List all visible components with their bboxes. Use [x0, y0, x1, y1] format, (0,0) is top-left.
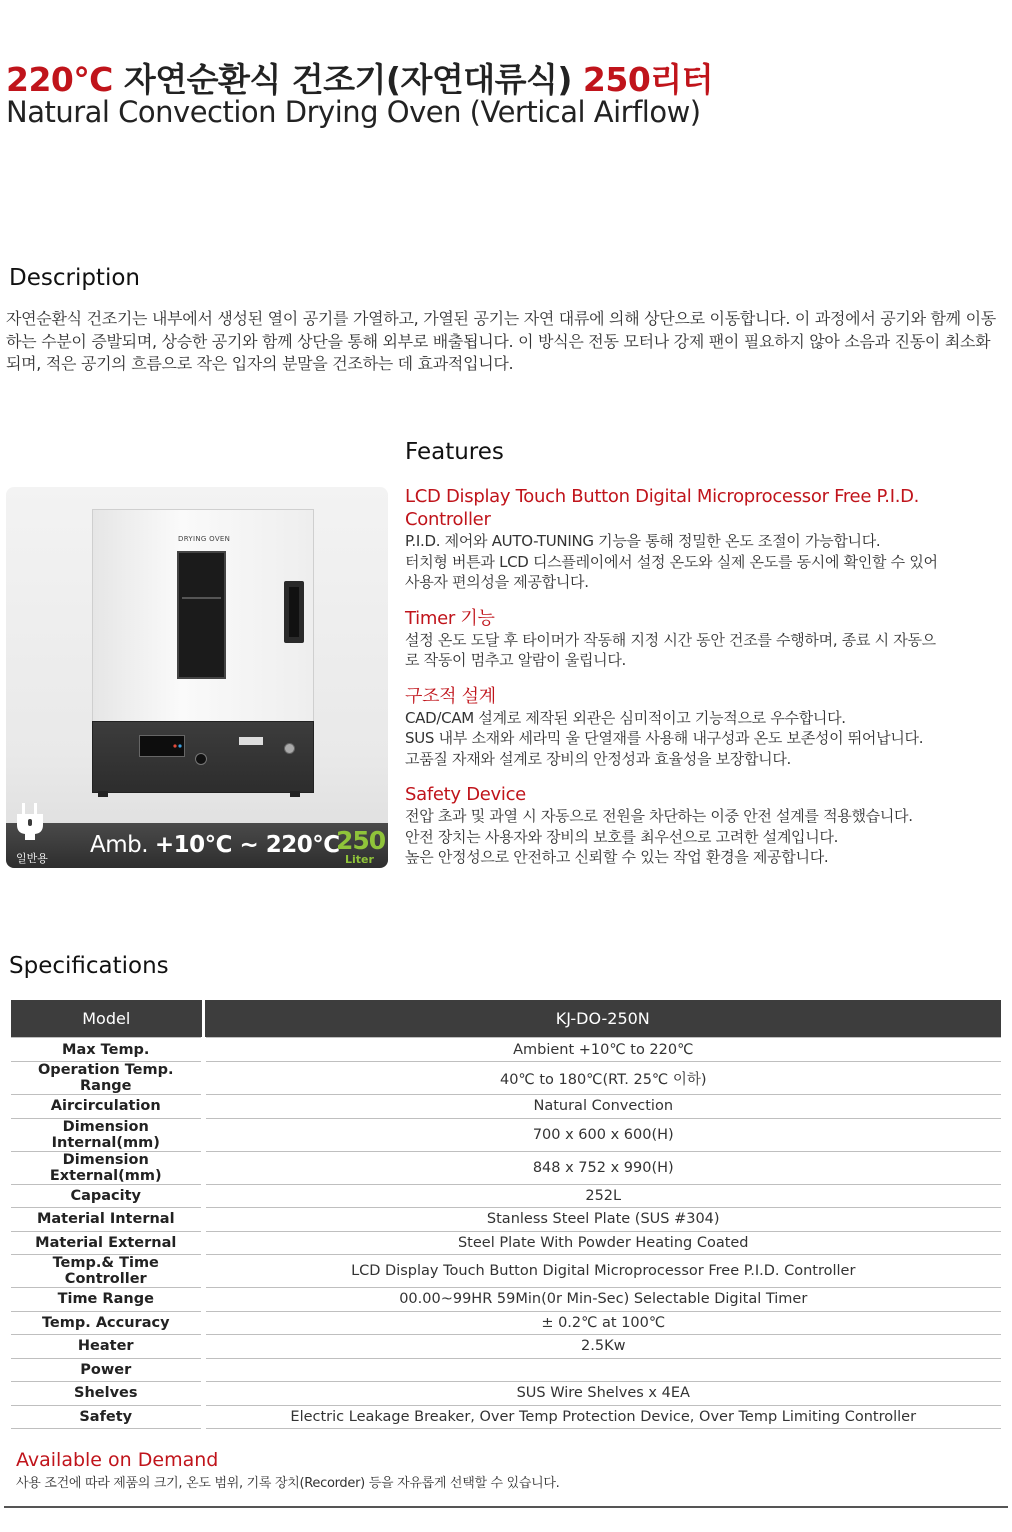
feature-title: Safety Device	[405, 784, 526, 805]
table-row	[11, 1118, 1001, 1151]
table-row	[11, 1382, 1001, 1406]
spec-label: Shelves	[11, 1382, 203, 1406]
feature-title: Timer 기능	[405, 607, 495, 629]
spec-label: Capacity	[11, 1184, 203, 1208]
table-row	[11, 1335, 1001, 1359]
feature-text: 전압 초과 및 과열 시 자동으로 전원을 차단하는 이중 안전 설계를 적용했습니다.	[405, 807, 913, 825]
amb-range: +10℃ ~ 220℃	[154, 832, 340, 858]
feature-text: P.I.D. 제어와 AUTO-TUNING 기능을 통해 정밀한 온도 조절이 가능합니다.	[405, 532, 881, 550]
amb-prefix: Amb.	[90, 832, 155, 858]
feature-text: 고품질 자재와 설계로 장비의 안정성과 효율성을 보장합니다.	[405, 749, 792, 768]
oven-label: DRYING OVEN	[178, 535, 231, 543]
available-on-demand-title: Available on Demand	[16, 1449, 219, 1471]
spec-label: Time Range	[11, 1288, 203, 1312]
oven-power-switch	[195, 753, 207, 765]
title-temperature: 220℃	[6, 60, 113, 99]
spec-label: Max Temp.	[11, 1038, 203, 1062]
feature-text: CAD/CAM 설계로 제작된 외관은 심미적이고 기능적으로 우수합니다.	[405, 708, 846, 727]
feature-item	[405, 485, 1005, 593]
title-capacity: 250리터	[582, 60, 714, 99]
spec-label: Heater	[11, 1335, 203, 1359]
specifications-heading: Specifications	[9, 953, 169, 979]
usage-label: 일반용	[16, 852, 48, 865]
spec-label: Power	[11, 1358, 203, 1382]
table-row	[11, 1255, 1001, 1288]
oven-indicator-lights	[173, 743, 183, 749]
spec-value: Ambient +10℃ to 220℃	[203, 1038, 1001, 1062]
table-row	[11, 1231, 1001, 1255]
spec-value: 00.00~99HR 59Min(0r Min-Sec) Selectable Digital Timer	[203, 1288, 1001, 1312]
spec-label: Dimension Internal(mm)	[11, 1118, 203, 1151]
feature-text: 설정 온도 도달 후 타이머가 작동해 지정 시간 동안 건조를 수행하며, 종료 시 자동으	[405, 630, 936, 649]
spec-label: Dimension External(mm)	[11, 1151, 203, 1184]
spec-value: LCD Display Touch Button Digital Microprocessor Free P.I.D. Controller	[203, 1255, 1001, 1288]
feature-text: 사용자 편의성을 제공합니다.	[405, 573, 589, 591]
table-row	[11, 1038, 1001, 1062]
specifications-table	[11, 1000, 1001, 1429]
spec-value: Steel Plate With Powder Heating Coated	[203, 1231, 1001, 1255]
feature-text: 안전 장치는 사용자와 장비의 보호를 최우선으로 고려한 설계입니다.	[405, 827, 839, 846]
table-header-row	[11, 1000, 1001, 1038]
spec-value	[203, 1358, 1001, 1382]
product-image	[6, 487, 388, 868]
description-text: 자연순환식 건조기는 내부에서 생성된 열이 공기를 가열하고, 가열된 공기는 자연 대류에 의해 상단으로 이동합니다. 이 과정에서 공기와 함께 이동하는 수분이 증발되며, 상승한 공기와 함께 상단을 통해 외부로 배출됩니다. 이 방식은 전동 모터나 강제 팬이 필요하지 않아 소음과 진동이 최소화되며, 적은 공기의 흐름으로 작은 입자의 분말을 건조하는 데 효과적입니다.	[6, 309, 996, 373]
spec-label: Safety	[11, 1405, 203, 1429]
spec-value: 848 x 752 x 990(H)	[203, 1151, 1001, 1184]
spec-label: Material Internal	[11, 1208, 203, 1232]
spec-value: 40℃ to 180℃(RT. 25℃ 이하)	[203, 1062, 1001, 1095]
feature-text: 터치형 버튼과 LCD 디스플레이에서 설정 온도와 실제 온도를 동시에 확인할 수 있어	[405, 552, 938, 571]
spec-label: Aircirculation	[11, 1095, 203, 1119]
page-title	[6, 54, 713, 101]
feature-item	[405, 607, 1005, 671]
table-row	[11, 1358, 1001, 1382]
oven-brand-plate	[239, 737, 263, 745]
table-row	[11, 1184, 1001, 1208]
model-label: Model	[11, 1000, 203, 1038]
available-on-demand-text: 사용 조건에 따라 제품의 크기, 온도 범위, 기록 장치(Recorder) 등을 자유롭게 선택할 수 있습니다.	[16, 1476, 560, 1491]
spec-value: ± 0.2℃ at 100℃	[203, 1311, 1001, 1335]
oven-foot	[98, 791, 108, 797]
title-product-name: 자연순환식 건조기(자연대류식)	[112, 60, 583, 99]
feature-item	[405, 783, 1005, 868]
spec-value: 2.5Kw	[203, 1335, 1001, 1359]
table-row	[11, 1062, 1001, 1095]
spec-value: Natural Convection	[203, 1095, 1001, 1119]
feature-text: SUS 내부 소재와 세라믹 울 단열재를 사용해 내구성과 온도 보존성이 뛰어납니다.	[405, 729, 924, 747]
table-row	[11, 1151, 1001, 1184]
plug-icon	[13, 803, 47, 841]
description-heading: Description	[9, 265, 140, 291]
feature-text: 높은 안정성으로 안전하고 신뢰할 수 있는 작업 환경을 제공합니다.	[405, 848, 829, 866]
table-row	[11, 1405, 1001, 1429]
table-row	[11, 1311, 1001, 1335]
spec-value: 700 x 600 x 600(H)	[203, 1118, 1001, 1151]
model-value: KJ-DO-250N	[203, 1000, 1001, 1038]
capacity-number: 250	[336, 826, 386, 855]
features-heading: Features	[405, 439, 504, 465]
features-list	[405, 485, 1005, 882]
oven-pilot-lamp	[284, 743, 295, 754]
oven-window	[177, 551, 226, 679]
spec-label: Temp. Accuracy	[11, 1311, 203, 1335]
spec-value: Stanless Steel Plate (SUS #304)	[203, 1208, 1001, 1232]
spec-label: Temp.& Time Controller	[11, 1255, 203, 1288]
spec-label: Material External	[11, 1231, 203, 1255]
oven-handle	[284, 581, 304, 643]
oven-foot	[290, 791, 300, 797]
page-subtitle: Natural Convection Drying Oven (Vertical Airflow)	[6, 95, 701, 129]
capacity-unit: Liter	[345, 853, 374, 866]
table-row	[11, 1208, 1001, 1232]
footer-divider	[4, 1506, 1008, 1508]
table-row	[11, 1288, 1001, 1312]
feature-title: 구조적 설계	[405, 685, 496, 707]
feature-text: 로 작동이 멈추고 알람이 울립니다.	[405, 651, 627, 669]
table-row	[11, 1095, 1001, 1119]
temperature-range-label	[90, 832, 340, 858]
feature-title: LCD Display Touch Button Digital Microprocessor Free P.I.D. Controller	[405, 486, 920, 530]
spec-value: SUS Wire Shelves x 4EA	[203, 1382, 1001, 1406]
spec-label: Operation Temp. Range	[11, 1062, 203, 1095]
spec-value: Electric Leakage Breaker, Over Temp Protection Device, Over Temp Limiting Controller	[203, 1405, 1001, 1429]
spec-value: 252L	[203, 1184, 1001, 1208]
feature-item	[405, 685, 1005, 770]
